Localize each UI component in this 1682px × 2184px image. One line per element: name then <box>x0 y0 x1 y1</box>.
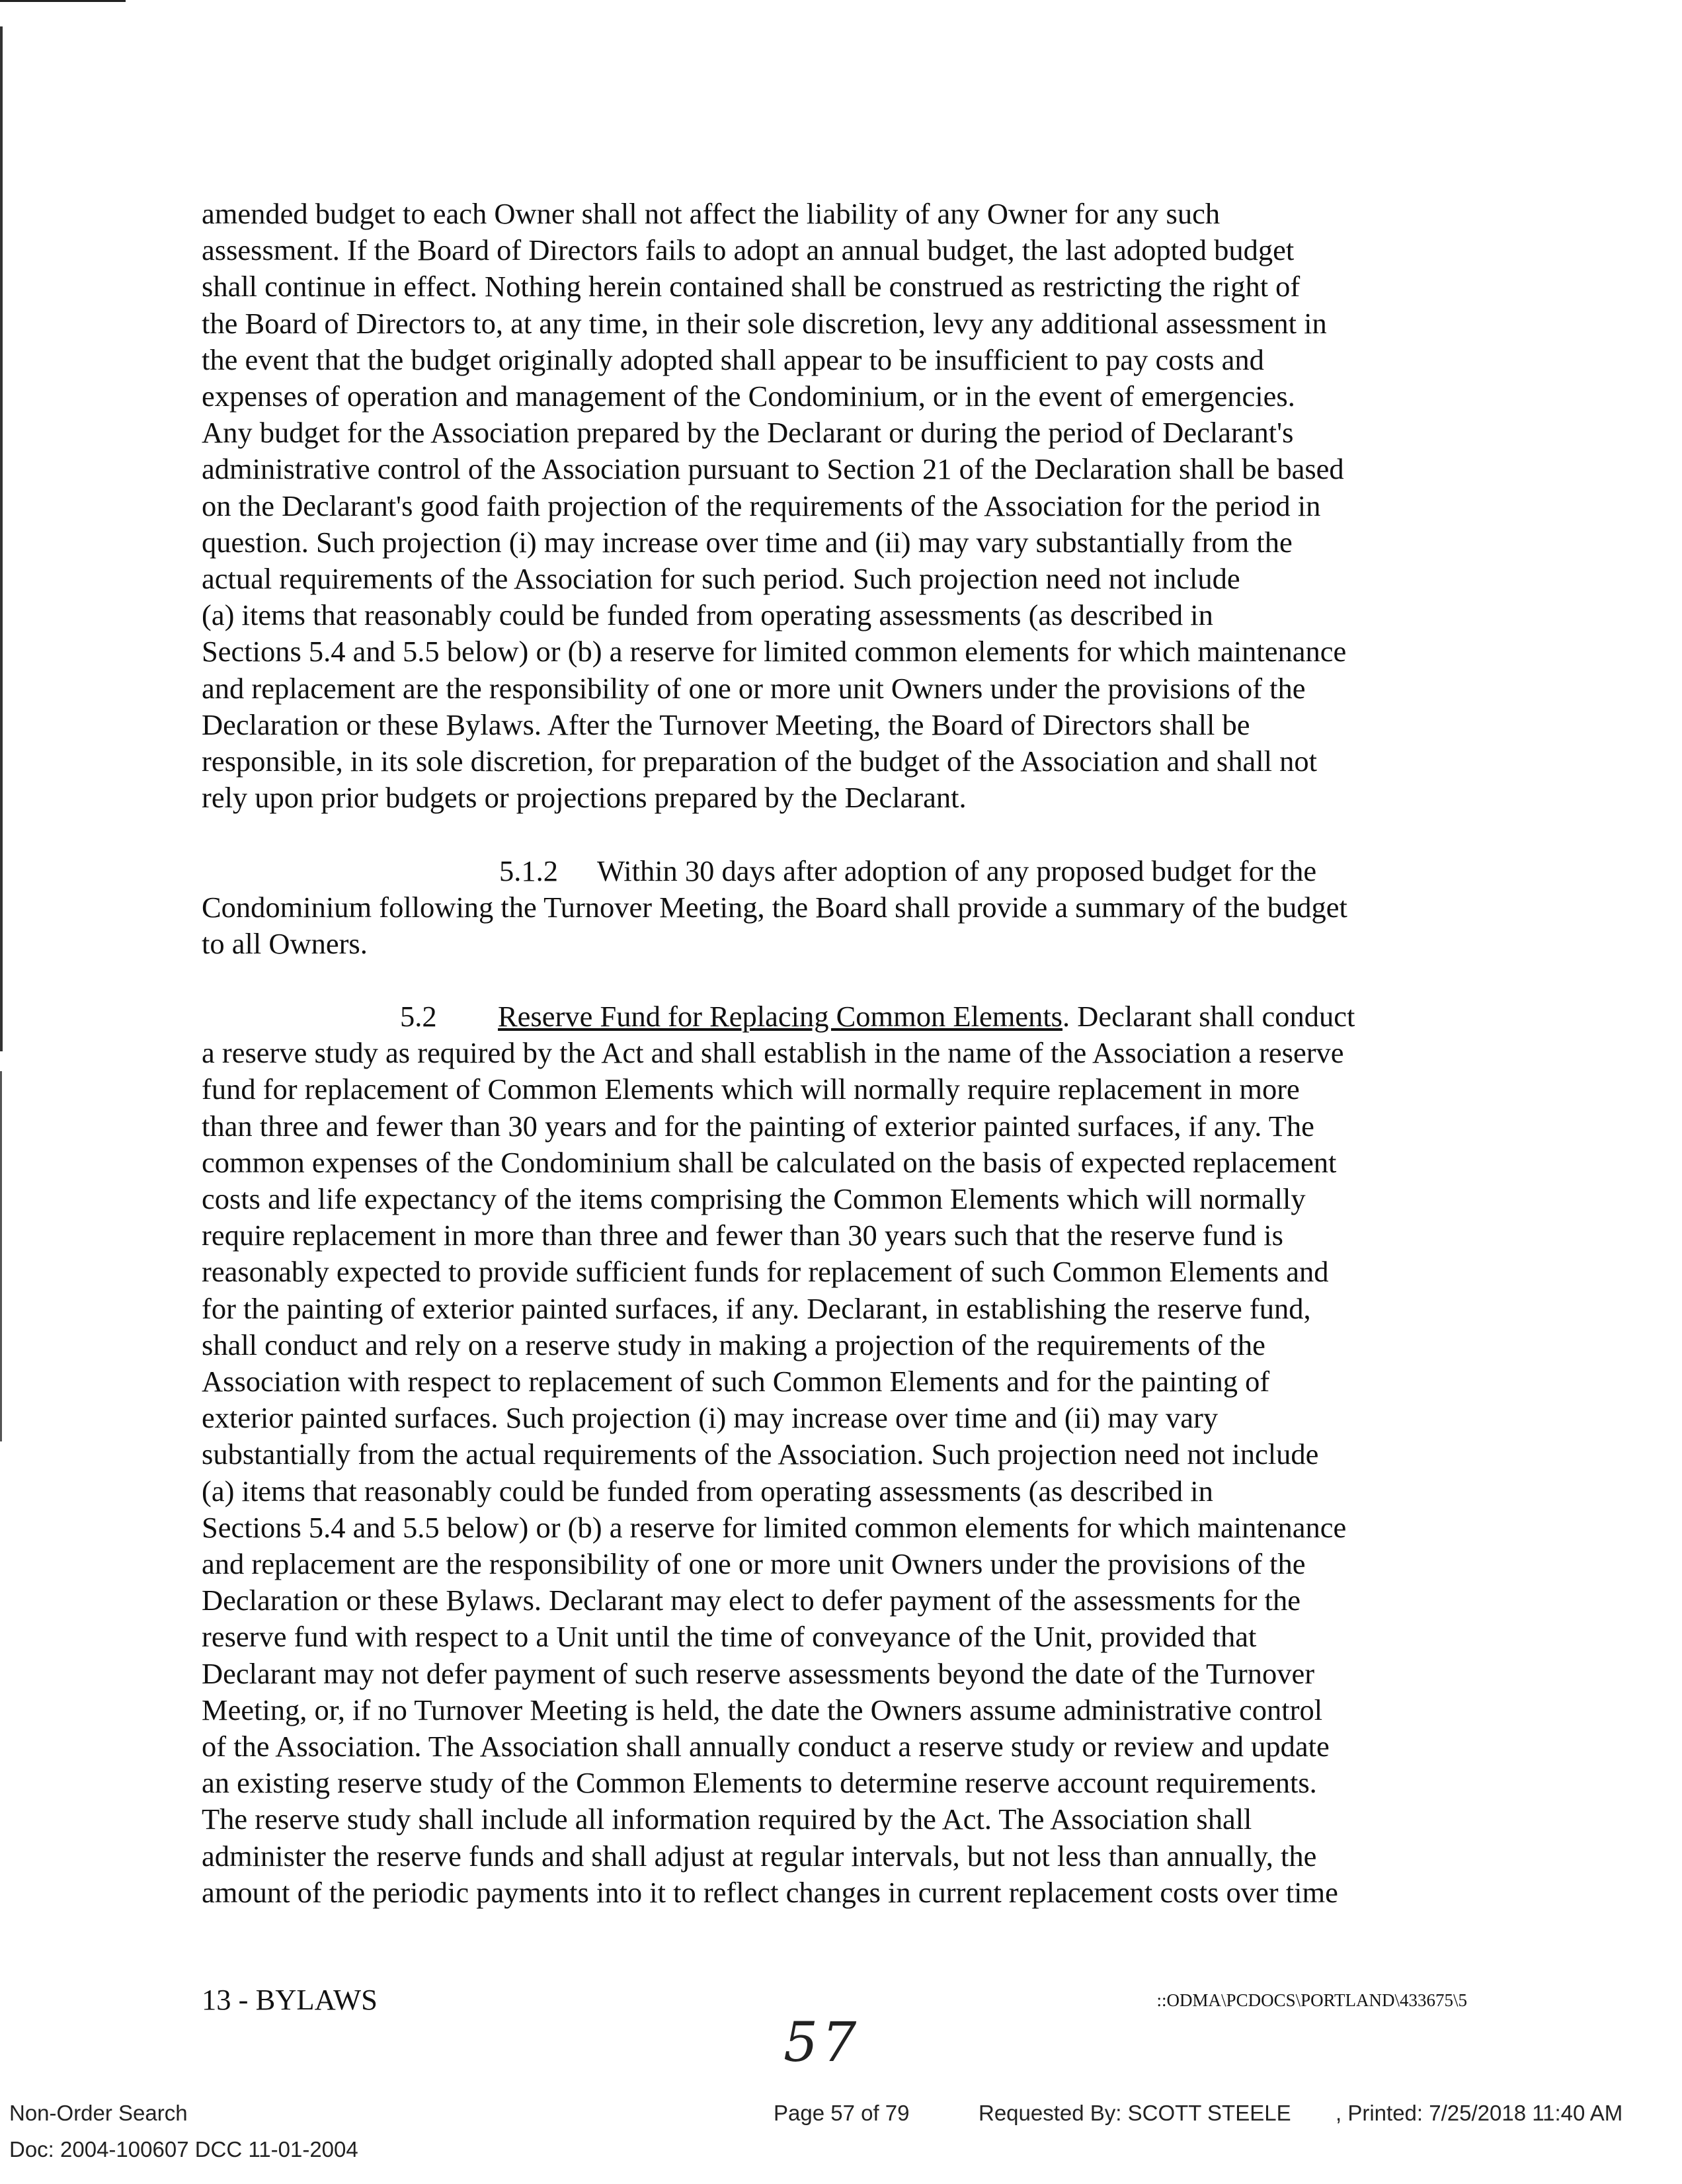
text-line <box>202 998 1488 1035</box>
text-line: Association with respect to replacement of such Common Elements and for the painting of <box>202 1365 1270 1398</box>
text-line: common expenses of the Condominium shall be calculated on the basis of expected replacement <box>202 1145 1337 1179</box>
scan-left-edge-lower <box>0 1071 2 1441</box>
scan-left-edge <box>0 26 3 1051</box>
text-line: reserve fund with respect to a Unit until the time of conveyance of the Unit, provided that <box>202 1620 1257 1654</box>
text-line: substantially from the actual requirements of the Association. Such projection need not include <box>202 1437 1319 1471</box>
text-line: of the Association. The Association shall annually conduct a reserve study or review and update <box>202 1730 1330 1763</box>
section-number: 5.1.2 <box>499 854 558 887</box>
stamp-printed-date: , Printed: 7/25/2018 11:40 AM <box>1336 2101 1623 2125</box>
text-line: exterior painted surfaces. Such projection (i) may increase over time and (ii) may vary <box>202 1401 1219 1435</box>
text-line: to all Owners. <box>202 927 368 961</box>
text-line: fund for replacement of Common Elements which will normally require replacement in more <box>202 1072 1300 1106</box>
text-fragment: . Declarant shall conduct <box>1062 1000 1355 1033</box>
text-line: (a) items that reasonably could be funded from operating assessments (as described in <box>202 1474 1213 1508</box>
text-line: Sections 5.4 and 5.5 below) or (b) a reserve for limited common elements for which maintenance <box>202 635 1347 668</box>
text-line: amount of the periodic payments into it to reflect changes in current replacement costs over time <box>202 1875 1338 1909</box>
text-line: Any budget for the Association prepared by the Declarant or during the period of Declarant's <box>202 416 1294 450</box>
text-line <box>202 853 1488 889</box>
text-line: for the painting of exterior painted surfaces, if any. Declarant, in establishing the reserve fund, <box>202 1291 1311 1325</box>
text-line: than three and fewer than 30 years and for the painting of exterior painted surfaces, if any. The <box>202 1109 1314 1143</box>
text-line: an existing reserve study of the Common Elements to determine reserve account requirements. <box>202 1766 1317 1800</box>
text-line: question. Such projection (i) may increase over time and (ii) may vary substantially from the <box>202 525 1293 559</box>
text-line: Declaration or these Bylaws. After the Turnover Meeting, the Board of Directors shall be <box>202 708 1250 741</box>
text-line: (a) items that reasonably could be funded from operating assessments (as described in <box>202 598 1213 632</box>
text-line: responsible, in its sole discretion, for preparation of the budget of the Association and shall not <box>202 745 1317 778</box>
stamp-page-count: Page 57 of 79 <box>774 2101 910 2125</box>
text-line: shall continue in effect. Nothing herein contained shall be construed as restricting the right of <box>202 270 1301 303</box>
stamp-document-id: Doc: 2004-100607 DCC 11-01-2004 <box>9 2137 358 2162</box>
paragraph-budget-continuation <box>202 196 1488 816</box>
text-line: and replacement are the responsibility of one or more unit Owners under the provisions of the <box>202 671 1306 705</box>
paragraph-5-1-2 <box>202 853 1488 963</box>
section-number: 5.2 <box>400 1000 437 1033</box>
scan-top-rule <box>0 0 126 2</box>
text-line: a reserve study as required by the Act and shall establish in the name of the Association a reserve <box>202 1036 1344 1070</box>
stamp-requested-by: Requested By: SCOTT STEELE <box>979 2101 1291 2125</box>
text-line: Declarant may not defer payment of such reserve assessments beyond the date of the Turnover <box>202 1656 1315 1690</box>
text-line: reasonably expected to provide sufficient funds for replacement of such Common Elements and <box>202 1255 1329 1289</box>
stamp-search-type: Non-Order Search <box>9 2101 188 2125</box>
text-fragment: Within 30 days after adoption of any proposed budget for the <box>597 854 1317 887</box>
text-line: Meeting, or, if no Turnover Meeting is held, the date the Owners assume administrative control <box>202 1693 1323 1726</box>
text-line: Sections 5.4 and 5.5 below) or (b) a reserve for limited common elements for which maintenance <box>202 1510 1347 1544</box>
text-line: amended budget to each Owner shall not affect the liability of any Owner for any such <box>202 197 1221 230</box>
text-line: the event that the budget originally adopted shall appear to be insufficient to pay costs and <box>202 343 1264 376</box>
text-line: require replacement in more than three and fewer than 30 years such that the reserve fund is <box>202 1219 1283 1252</box>
paragraph-5-2-reserve-fund <box>202 998 1488 1911</box>
text-line: administer the reserve funds and shall adjust at regular intervals, but not less than annually, the <box>202 1839 1317 1873</box>
text-line: assessment. If the Board of Directors fails to adopt an annual budget, the last adopted budget <box>202 233 1295 267</box>
text-line: shall conduct and rely on a reserve study in making a projection of the requirements of the <box>202 1328 1265 1361</box>
text-line: rely upon prior budgets or projections prepared by the Declarant. <box>202 781 967 815</box>
text-line: Declaration or these Bylaws. Declarant may elect to defer payment of the assessments for the <box>202 1584 1301 1617</box>
text-line: The reserve study shall include all information required by the Act. The Association shall <box>202 1802 1252 1836</box>
footer-page-label: 13 - BYLAWS <box>202 1983 378 2016</box>
footer-document-path: ::ODMA\PCDOCS\PORTLAND\433675\5 <box>1156 1990 1467 2010</box>
text-line: and replacement are the responsibility of one or more unit Owners under the provisions of the <box>202 1547 1306 1581</box>
text-line: on the Declarant's good faith projection of the requirements of the Association for the period in <box>202 489 1321 522</box>
section-heading: Reserve Fund for Replacing Common Elements <box>498 1000 1062 1033</box>
text-line: the Board of Directors to, at any time, in their sole discretion, levy any additional assessment in <box>202 306 1327 340</box>
text-line: expenses of operation and management of the Condominium, or in the event of emergencies. <box>202 380 1295 413</box>
text-line: administrative control of the Association pursuant to Section 21 of the Declaration shall be based <box>202 452 1344 486</box>
text-line: actual requirements of the Association for such period. Such projection need not include <box>202 562 1240 596</box>
handwritten-page-number: 57 <box>783 2011 861 2074</box>
text-line: Condominium following the Turnover Meeting, the Board shall provide a summary of the budget <box>202 891 1347 924</box>
text-line: costs and life expectancy of the items comprising the Common Elements which will normally <box>202 1182 1306 1216</box>
